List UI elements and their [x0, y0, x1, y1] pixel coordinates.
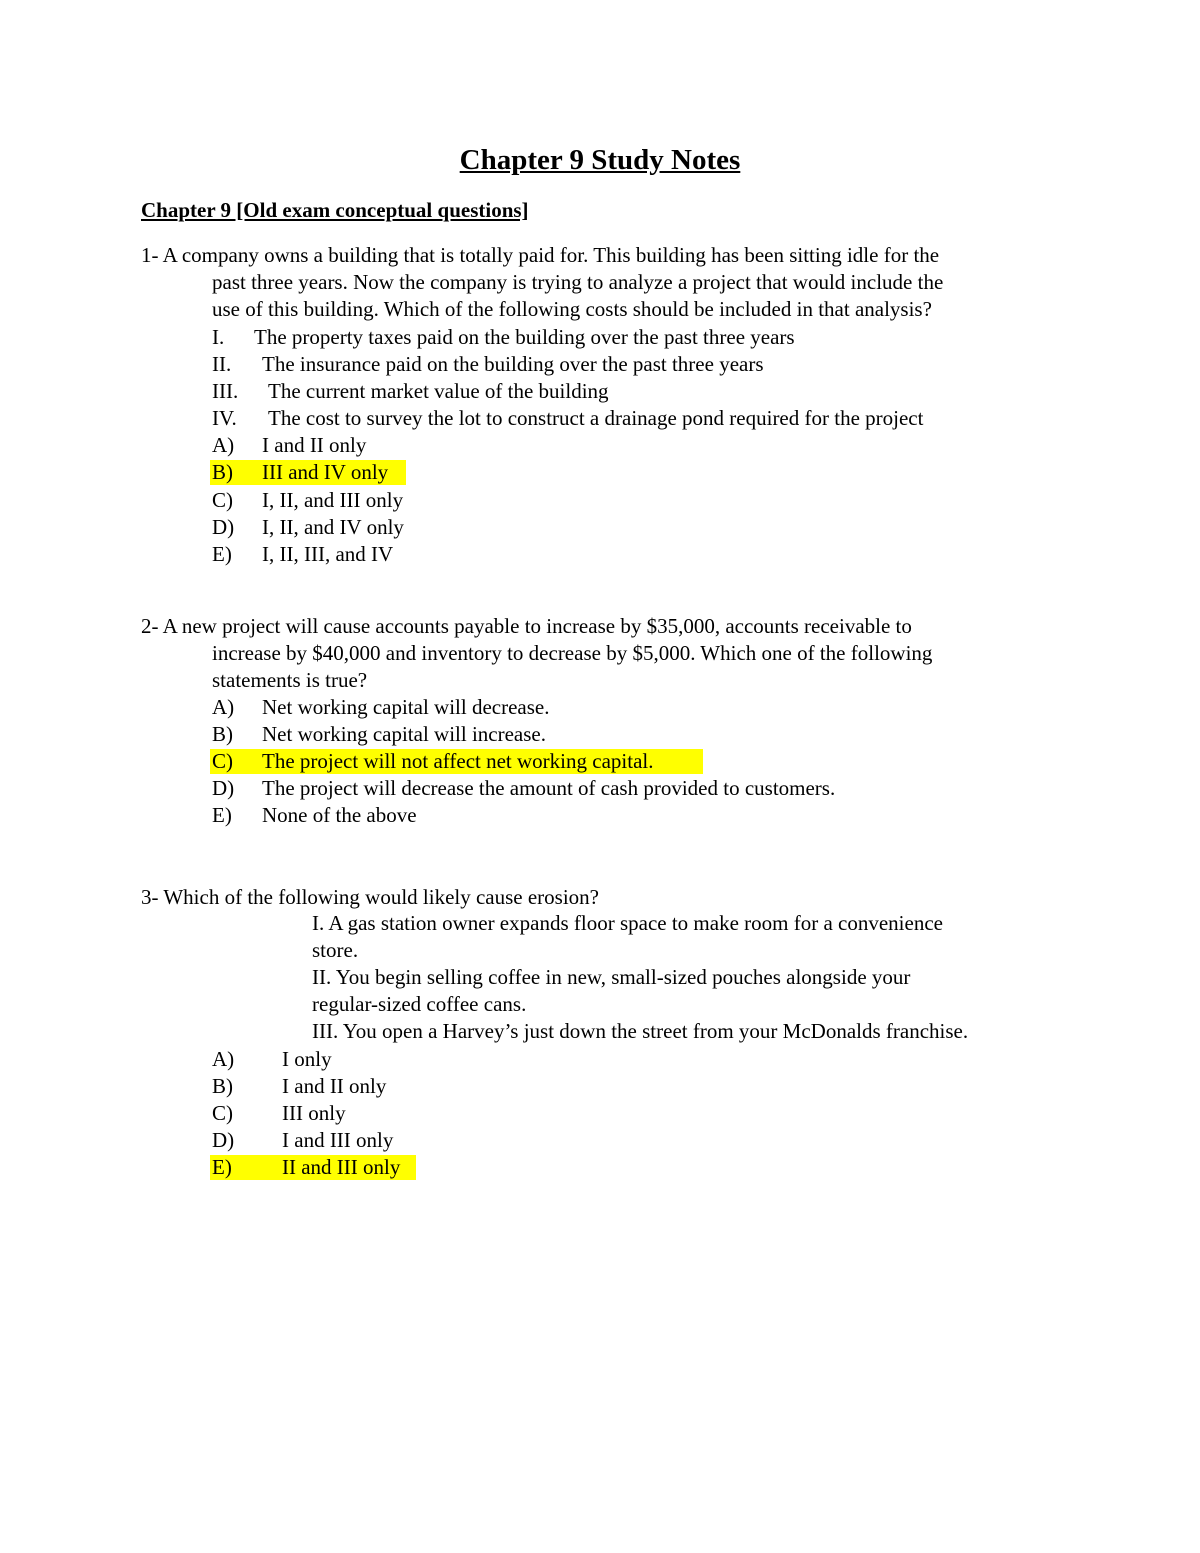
statement-text: The property taxes paid on the building over the past three years: [254, 325, 795, 349]
option-text: The project will decrease the amount of cash provided to customers.: [262, 776, 836, 800]
option-text: I, II, and III only: [262, 488, 404, 512]
option-text: I, II, III, and IV: [262, 542, 394, 566]
question-3-stem-line: 3- Which of the following would likely cause erosion?: [141, 885, 600, 909]
option-letter: D): [212, 515, 235, 539]
section-heading: Chapter 9 [Old exam conceptual questions]: [141, 198, 529, 222]
statement-line: store.: [312, 938, 359, 962]
option-letter: D): [212, 1128, 235, 1152]
statement-line: II. You begin selling coffee in new, small-sized pouches alongside your: [312, 965, 911, 989]
option-letter: B): [212, 1074, 233, 1098]
statement-numeral: I.: [212, 325, 225, 349]
option-text: I only: [282, 1047, 332, 1071]
option-letter: A): [212, 1047, 235, 1071]
option-letter: C): [212, 488, 233, 512]
option-text-correct: The project will not affect net working capital.: [262, 749, 654, 773]
option-letter: A): [212, 433, 235, 457]
question-1-stem-line: past three years. Now the company is trying to analyze a project that would include the: [212, 270, 944, 294]
option-text: Net working capital will decrease.: [262, 695, 550, 719]
page-title: Chapter 9 Study Notes: [459, 144, 741, 176]
statement-numeral: III.: [212, 379, 239, 403]
option-text: I, II, and IV only: [262, 515, 404, 539]
option-letter: B): [212, 460, 233, 484]
question-2-stem-line: statements is true?: [212, 668, 368, 692]
statement-text: The current market value of the building: [268, 379, 609, 403]
option-letter: E): [212, 542, 232, 566]
statement-text: The insurance paid on the building over the past three years: [262, 352, 764, 376]
option-text: I and III only: [282, 1128, 394, 1152]
option-letter: C): [212, 1101, 233, 1125]
statement-text: The cost to survey the lot to construct a drainage pond required for the project: [268, 406, 924, 430]
option-text: I and II only: [262, 433, 367, 457]
statement-line: III. You open a Harvey’s just down the street from your McDonalds franchise.: [312, 1019, 969, 1043]
statement-numeral: IV.: [212, 406, 237, 430]
option-letter: E): [212, 803, 232, 827]
question-2-stem-line: 2- A new project will cause accounts payable to increase by $35,000, accounts receivable to: [141, 614, 912, 638]
option-letter: D): [212, 776, 235, 800]
option-text-correct: II and III only: [282, 1155, 401, 1179]
option-text: III only: [282, 1101, 346, 1125]
statement-line: I. A gas station owner expands floor space to make room for a convenience: [312, 911, 943, 935]
statement-line: regular-sized coffee cans.: [312, 992, 527, 1016]
statement-numeral: II.: [212, 352, 232, 376]
option-letter: E): [212, 1155, 232, 1179]
option-text: Net working capital will increase.: [262, 722, 546, 746]
option-letter: B): [212, 722, 233, 746]
question-1-stem-line: 1- A company owns a building that is totally paid for. This building has been sitting idle for the: [141, 243, 940, 267]
option-text: None of the above: [262, 803, 417, 827]
option-letter: C): [212, 749, 233, 773]
option-text-correct: III and IV only: [262, 460, 389, 484]
question-2-stem-line: increase by $40,000 and inventory to decrease by $5,000. Which one of the following: [212, 641, 933, 665]
question-1-stem-line: use of this building. Which of the following costs should be included in that analysis?: [212, 297, 932, 321]
option-letter: A): [212, 695, 235, 719]
option-text: I and II only: [282, 1074, 387, 1098]
